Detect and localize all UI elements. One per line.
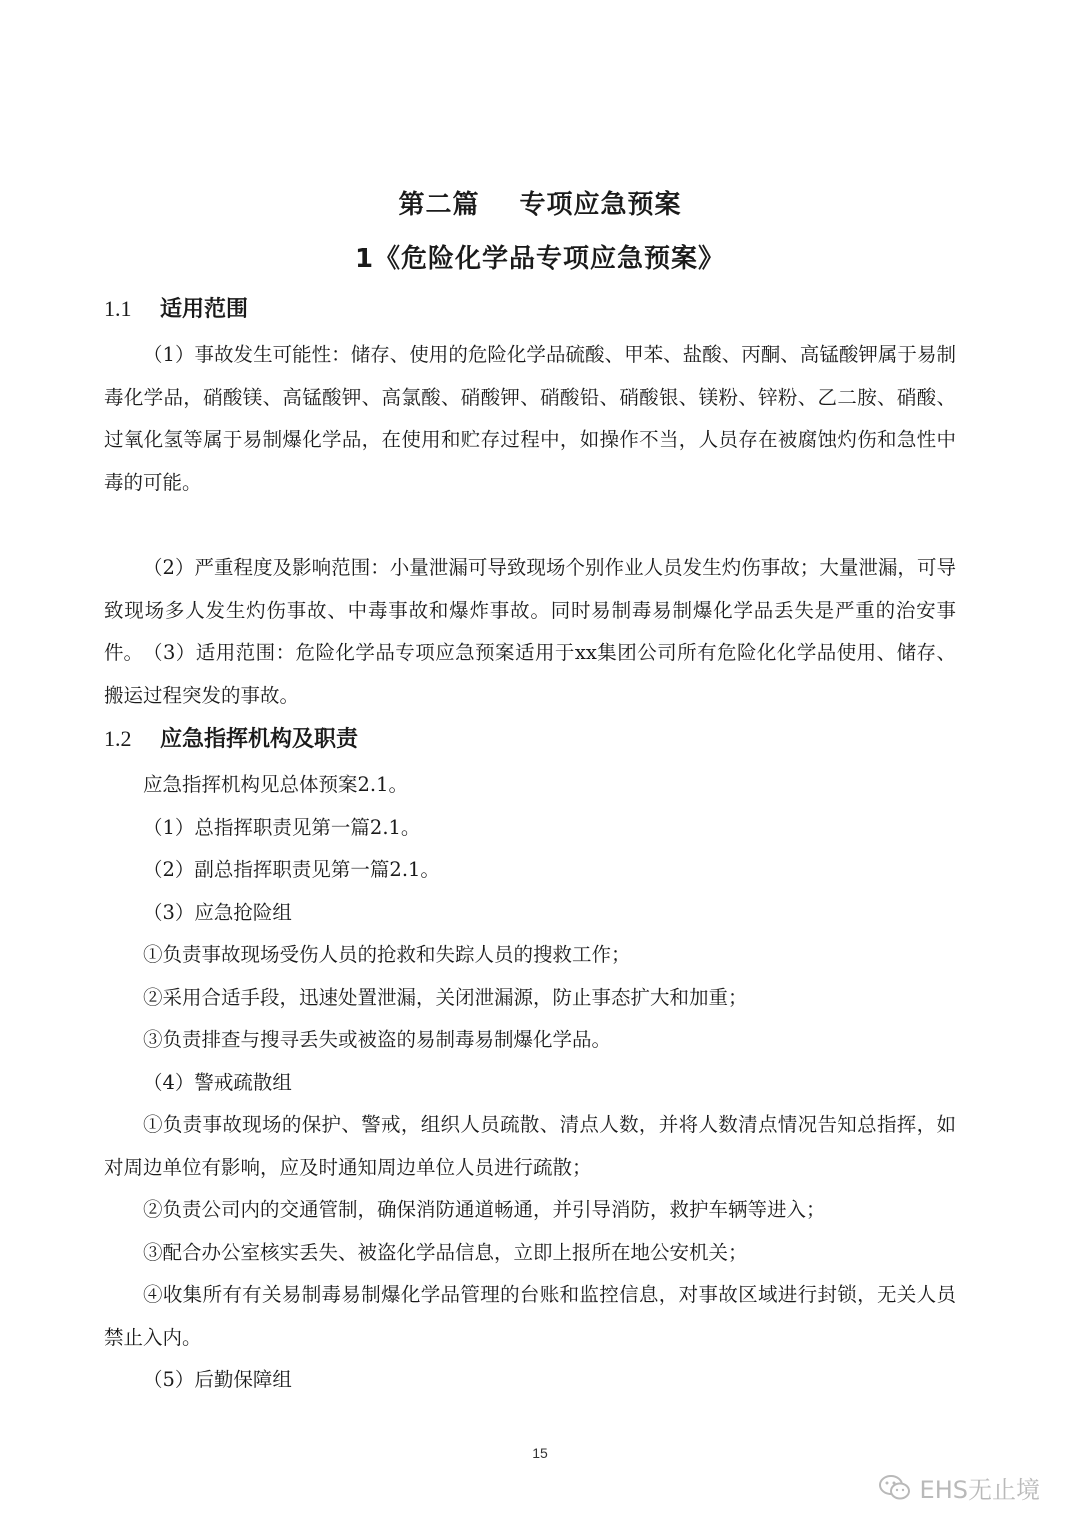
section-title: 应急指挥机构及职责 <box>160 727 359 752</box>
list-item: （5）后勤保障组 <box>143 1368 292 1391</box>
list-item: （1）总指挥职责见第一篇2.1。 <box>143 815 421 839</box>
section-number: 1.1 <box>104 296 132 321</box>
section-heading-1-1 <box>104 292 248 323</box>
list-item: 应急指挥机构见总体预案2.1。 <box>143 773 409 796</box>
watermark <box>878 1470 1040 1505</box>
list-item: ①负责事故现场的保护、警戒，组织人员疏散、清点人数，并将人数清点情况告知总指挥，如对周边单位有影响，应及时通知周边单位人员进行疏散； <box>104 1113 956 1179</box>
list-item: （3）应急抢险组 <box>143 900 292 924</box>
list-item: ②负责公司内的交通管制，确保消防通道畅通，并引导消防，救护车辆等进入； <box>143 1198 826 1221</box>
plan-title: 1《危险化学品专项应急预案》 <box>354 244 726 274</box>
list-item: ③配合办公室核实丢失、被盗化学品信息，立即上报所在地公安机关； <box>143 1240 748 1264</box>
paragraph-applicable-scope: （3）适用范围：危险化学品专项应急预案适用于xx集团公司所有危险化化学品使用、储存、搬运过程突发的事故。 <box>104 641 956 707</box>
part-name: 专项应急预案 <box>519 190 682 220</box>
list-item: ①负责事故现场受伤人员的抢救和失踪人员的搜救工作； <box>143 943 631 966</box>
part-title <box>0 184 1080 221</box>
section-title: 适用范围 <box>160 297 249 322</box>
list-item: ②采用合适手段，迅速处置泄漏，关闭泄漏源，防止事态扩大和加重； <box>143 985 748 1009</box>
list-item: （2）副总指挥职责见第一篇2.1。 <box>143 858 440 881</box>
paragraph-accident-possibility: （1）事故发生可能性：储存、使用的危险化学品硫酸、甲苯、盐酸、丙酮、高锰酸钾属于易制毒化学品，硝酸镁、高锰酸钾、高氯酸、硝酸钾、硝酸铅、硝酸银、镁粉、锌粉、乙二胺、硝酸、过氧化氢等属于易制爆化学品，在使用和贮存过程中，如操作不当，人员存在被腐蚀灼伤和急性中毒的可能。 <box>104 343 956 494</box>
list-item: ③负责排查与搜寻丢失或被盗的易制毒易制爆化学品。 <box>143 1028 612 1051</box>
section-number: 1.2 <box>104 726 132 751</box>
page-number: 15 <box>532 1445 548 1461</box>
list-item: （4）警戒疏散组 <box>143 1070 292 1094</box>
wechat-icon <box>878 1473 912 1503</box>
list-item: ④收集所有有关易制毒易制爆化学品管理的台账和监控信息，对事故区域进行封锁，无关人员禁止入内。 <box>104 1283 956 1349</box>
section-heading-1-2 <box>104 722 358 753</box>
paragraph-severity-scope: （2）严重程度及影响范围：小量泄漏可导致现场个别作业人员发生灼伤事故；大量泄漏，可导致现场多人发生灼伤事故、中毒事故和爆炸事故。同时易制毒易制爆化学品丢失是严重的治安事件。 <box>104 556 956 664</box>
part-label: 第二篇 <box>398 190 480 220</box>
watermark-text: EHS无止境 <box>919 1476 1040 1504</box>
command-structure-list <box>104 764 956 1402</box>
